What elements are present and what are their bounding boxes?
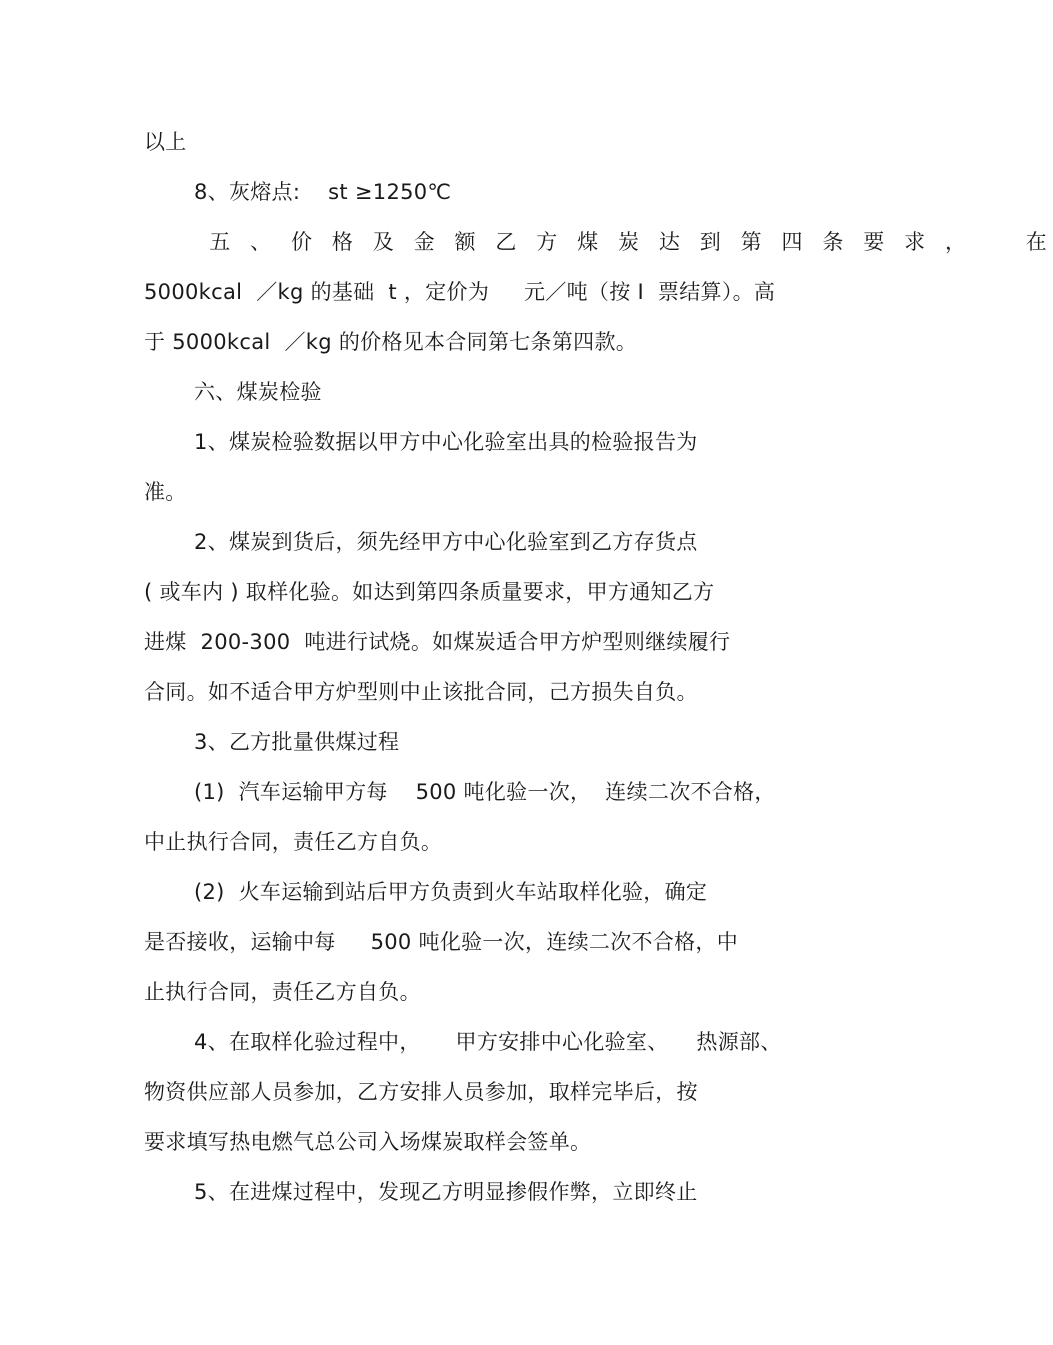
text-line: 合同。如不适合甲方炉型则中止该批合同，己方损失自负。 (144, 680, 698, 704)
text-line: 5000kcal ／kg 的基础 t ，定价为 元／吨（按 I 票结算）。高 (144, 280, 776, 304)
text-line: 于 5000kcal ／kg 的价格见本合同第七条第四款。 (144, 330, 638, 354)
text-line: 2、煤炭到货后，须先经甲方中心化验室到乙方存货点 (194, 530, 698, 554)
text-line: 4、在取样化验过程中， 甲方安排中心化验室、 热源部、 (194, 1030, 782, 1054)
text-line: 5、在进煤过程中，发现乙方明显掺假作弊，立即终止 (194, 1180, 698, 1204)
text-line: 1、煤炭检验数据以甲方中心化验室出具的检验报告为 (194, 430, 698, 454)
text-line: 中止执行合同，责任乙方自负。 (144, 830, 443, 854)
text-line: 要求填写热电燃气总公司入场煤炭取样会签单。 (144, 1130, 592, 1154)
text-line: 3、乙方批量供煤过程 (194, 730, 400, 754)
text-line: 以上 (144, 130, 187, 154)
text-line: (2) 火车运输到站后甲方负责到火车站取样化验，确定 (194, 880, 708, 904)
text-line: 准。 (144, 480, 187, 504)
section-heading-price: 五 、 价 格 及 金 额 乙 方 煤 炭 达 到 第 四 条 要 求 ， 在 (196, 230, 1053, 254)
section-heading-inspection: 六、煤炭检验 (194, 380, 322, 404)
text-line: 止执行合同，责任乙方自负。 (144, 980, 421, 1004)
text-line: 是否接收，运输中每 500 吨化验一次，连续二次不合格，中 (144, 930, 739, 954)
text-line: 物资供应部人员参加，乙方安排人员参加，取样完毕后，按 (144, 1080, 698, 1104)
text-line: 进煤 200-300 吨进行试烧。如煤炭适合甲方炉型则继续履行 (144, 630, 731, 654)
text-line: (1) 汽车运输甲方每 500 吨化验一次， 连续二次不合格， (194, 780, 776, 804)
text-line: ( 或车内 ) 取样化验。如达到第四条质量要求，甲方通知乙方 (144, 580, 715, 604)
text-line: 8、灰熔点: st ≥1250℃ (194, 180, 452, 204)
